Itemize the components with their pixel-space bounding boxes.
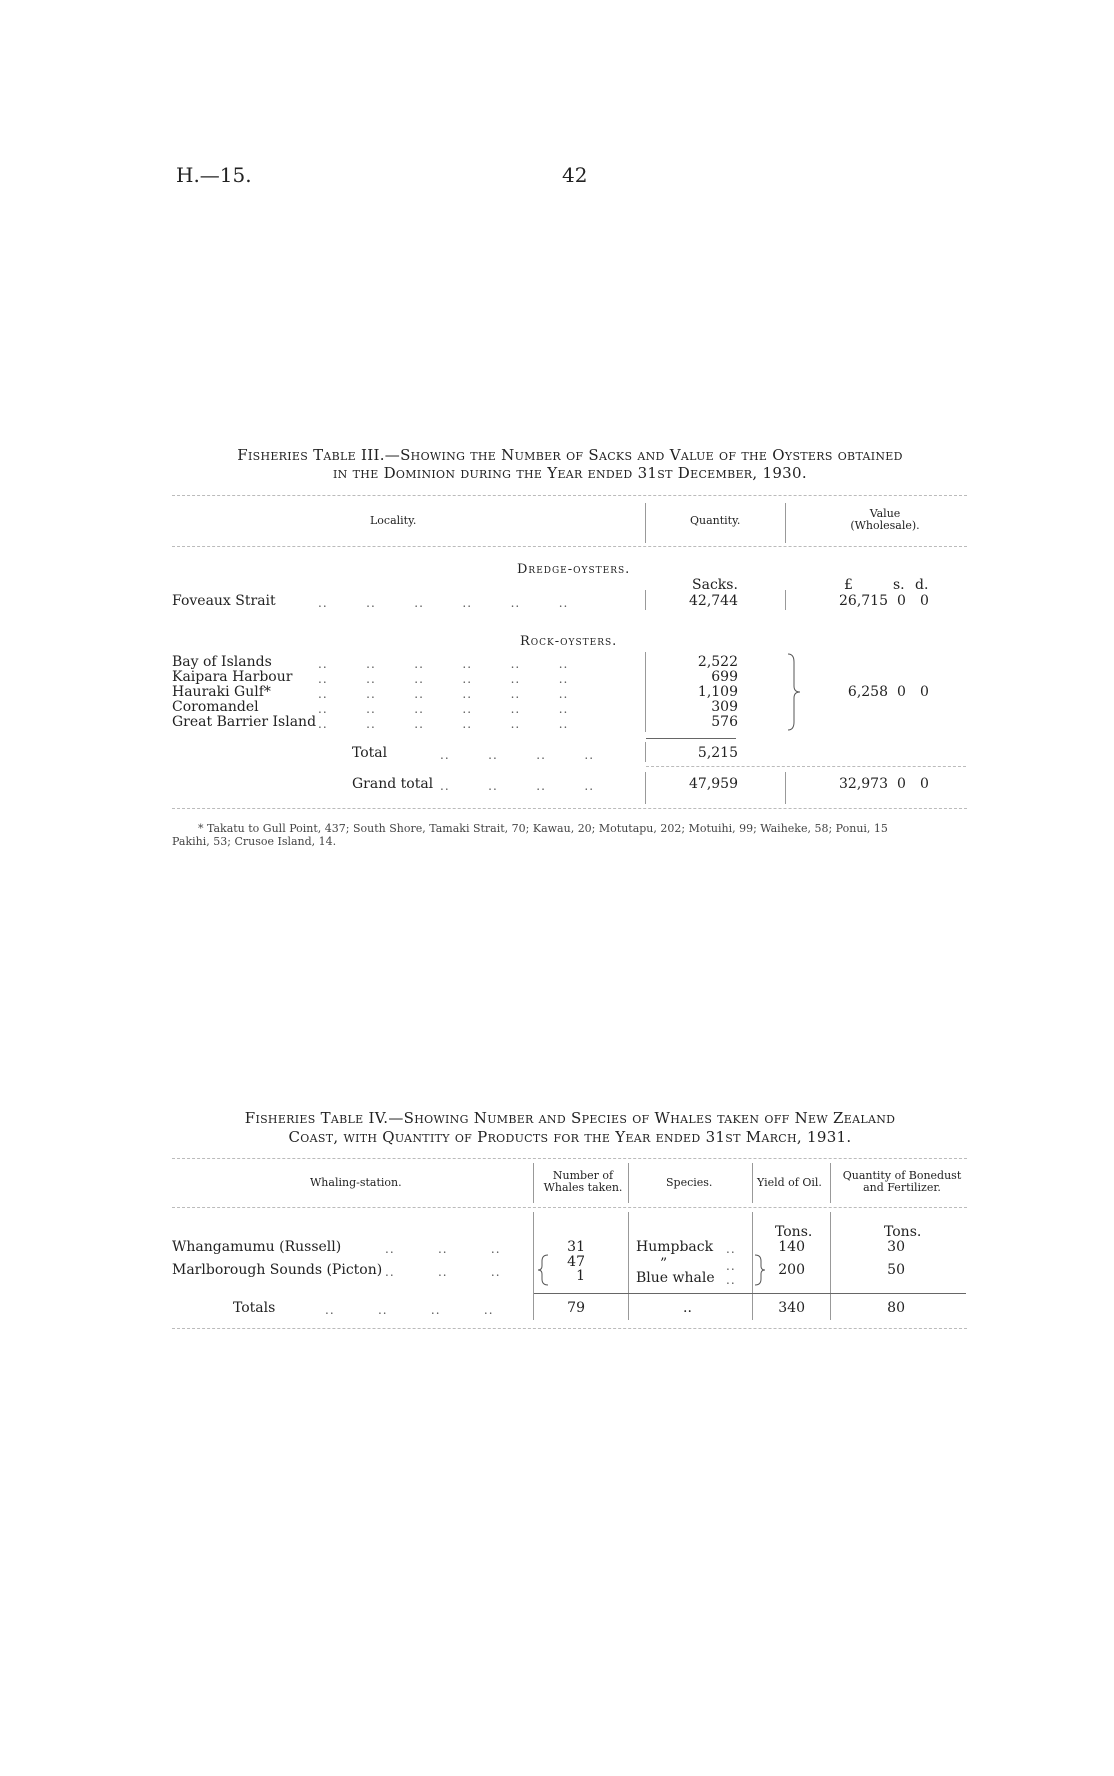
- table-3-header-divider-2: [785, 503, 786, 543]
- section-rock-oysters: Rock-oysters.: [520, 634, 618, 649]
- quantity-cell: 42,744: [689, 593, 738, 609]
- table-4-col-number-line-1: Number of: [552, 1169, 614, 1182]
- table-3-divider-grand-2: [785, 772, 786, 804]
- rock-value-shillings: 0: [897, 684, 906, 700]
- locality-cell: Coromandel: [172, 699, 259, 715]
- table-3-col-value-line-2: (Wholesale).: [850, 519, 920, 532]
- leader-dots: .. .. .. .. .. ..: [318, 687, 569, 701]
- bonedust-cell: 30: [887, 1239, 905, 1255]
- leader-dots: ..: [726, 1259, 736, 1273]
- table-3-footnote-line-2: Pakihi, 53; Crusoe Island, 14.: [172, 835, 337, 848]
- table-4-body-divider-4: [830, 1212, 831, 1298]
- document-reference: H.—15.: [176, 163, 252, 187]
- table-4-col-bonedust-line-2: and Fertilizer.: [863, 1181, 941, 1194]
- table-3-divider-dredge-1: [645, 590, 646, 610]
- totals-label: Totals: [233, 1300, 276, 1316]
- oil-yield-cell: 200: [778, 1262, 805, 1278]
- table-4-totals-divider-1: [533, 1296, 534, 1320]
- rock-value-pounds: 6,258: [847, 684, 888, 700]
- grand-total-quantity: 47,959: [689, 776, 738, 792]
- leader-dots: .. .. .. .. .. ..: [318, 717, 569, 731]
- grand-total-pence: 0: [920, 776, 929, 792]
- value-pounds-cell: 26,715: [839, 593, 888, 609]
- station-cell: Marlborough Sounds (Picton): [172, 1262, 383, 1278]
- table-4-col-species: Species.: [666, 1176, 713, 1189]
- grand-total-rule: [646, 766, 966, 767]
- table-4-totals-divider-2: [628, 1296, 629, 1320]
- totals-number: 79: [567, 1300, 585, 1316]
- locality-cell: Bay of Islands: [172, 654, 272, 670]
- table-4-header-divider-3: [752, 1163, 753, 1203]
- leader-dots: .. .. ..: [385, 1242, 501, 1256]
- table-3-header-rule: [172, 546, 967, 547]
- rock-value-pence: 0: [920, 684, 929, 700]
- unit-sacks: Sacks.: [692, 577, 738, 593]
- table-3-divider-total: [645, 742, 646, 762]
- section-dredge-oysters: Dredge-oysters.: [517, 562, 631, 577]
- grand-total-pounds: 32,973: [839, 776, 888, 792]
- quantity-cell: 576: [711, 714, 738, 730]
- table-4-header-divider-2: [628, 1163, 629, 1203]
- totals-species: ..: [683, 1300, 692, 1316]
- table-3-top-rule: [172, 495, 967, 496]
- unit-pence: d.: [915, 577, 929, 593]
- page-number: 42: [562, 163, 588, 187]
- leader-dots: .. .. .. .. .. ..: [318, 672, 569, 686]
- table-3-divider-grand-1: [645, 772, 646, 804]
- locality-cell: Great Barrier Island: [172, 714, 317, 730]
- table-4-header-divider-4: [830, 1163, 831, 1203]
- locality-cell: Kaipara Harbour: [172, 669, 293, 685]
- leader-dots: ..: [726, 1242, 736, 1256]
- leader-dots: .. .. .. .. .. ..: [318, 596, 569, 610]
- species-cell: Blue whale: [636, 1270, 715, 1286]
- leader-dots: .. .. .. ..: [325, 1303, 494, 1317]
- table-4-totals-divider-3: [752, 1296, 753, 1320]
- bonedust-cell: 50: [887, 1262, 905, 1278]
- table-3-caption-line-1: Fisheries Table III.—Showing the Number of Sacks and Value of the Oysters obtained: [237, 446, 903, 464]
- table-4-col-yield: Yield of Oil.: [757, 1176, 822, 1189]
- table-3-header-divider-1: [645, 503, 646, 543]
- locality-cell: Foveaux Strait: [172, 593, 276, 609]
- total-quantity: 5,215: [697, 745, 738, 761]
- table-3-col-locality: Locality.: [370, 514, 417, 527]
- oil-yield-cell: 140: [778, 1239, 805, 1255]
- total-rule: [646, 738, 736, 739]
- unit-tons-oil: Tons.: [775, 1224, 813, 1240]
- table-4-caption-line-2: Coast, with Quantity of Products for the Year ended 31st March, 1931.: [288, 1128, 852, 1146]
- leader-dots: .. .. .. ..: [440, 779, 595, 793]
- leader-dots: .. .. .. .. .. ..: [318, 657, 569, 671]
- table-4-caption-line-1: Fisheries Table IV.—Showing Number and Species of Whales taken off New Zealand: [244, 1109, 896, 1127]
- grand-total-label: Grand total: [352, 776, 434, 792]
- leader-dots: .. .. .. ..: [440, 748, 595, 762]
- table-3-bottom-rule: [172, 808, 967, 809]
- leader-dots: ..: [726, 1273, 736, 1287]
- table-3-divider-dredge-2: [785, 590, 786, 610]
- unit-pound: £: [844, 577, 853, 593]
- table-4-bottom-rule: [172, 1328, 967, 1329]
- total-label: Total: [352, 745, 388, 761]
- grand-total-shillings: 0: [897, 776, 906, 792]
- totals-rule: [534, 1293, 966, 1294]
- quantity-cell: 699: [711, 669, 738, 685]
- whales-number-cell: 1: [576, 1268, 585, 1284]
- table-4-header-divider-1: [533, 1163, 534, 1203]
- unit-tons-bonedust: Tons.: [884, 1224, 922, 1240]
- whales-number-cell: 47: [567, 1254, 585, 1270]
- totals-yield: 340: [778, 1300, 805, 1316]
- value-pence-cell: 0: [920, 593, 929, 609]
- table-3-divider-rock: [645, 652, 646, 732]
- table-3-footnote-line-1: * Takatu to Gull Point, 437; South Shore, Tamaki Strait, 70; Kawau, 20; Motutapu, 202; Motuihi, 99; Waiheke, 58; Ponui, 15: [198, 822, 888, 835]
- quantity-cell: 2,522: [697, 654, 738, 670]
- table-4-header-rule: [172, 1207, 967, 1208]
- table-4-col-station: Whaling-station.: [310, 1176, 402, 1189]
- leader-dots: .. .. ..: [385, 1265, 501, 1279]
- totals-bonedust: 80: [887, 1300, 905, 1316]
- quantity-cell: 1,109: [697, 684, 738, 700]
- species-cell: Humpback: [636, 1239, 714, 1255]
- locality-cell: Hauraki Gulf*: [172, 684, 271, 700]
- station-cell: Whangamumu (Russell): [172, 1239, 342, 1255]
- table-3-caption-line-2: in the Dominion during the Year ended 31st December, 1930.: [333, 464, 807, 482]
- table-3-col-value-line-1: Value: [869, 507, 901, 520]
- table-4-body-divider-1: [533, 1212, 534, 1298]
- species-ditto-cell: ”: [660, 1256, 668, 1272]
- table-4-col-number-line-2: Whales taken.: [543, 1181, 623, 1194]
- table-4-body-divider-2: [628, 1212, 629, 1298]
- leader-dots: .. .. .. .. .. ..: [318, 702, 569, 716]
- unit-shillings: s.: [893, 577, 905, 593]
- table-4-totals-divider-4: [830, 1296, 831, 1320]
- table-4-col-bonedust-line-1: Quantity of Bonedust: [842, 1169, 962, 1182]
- whales-number-cell: 31: [567, 1239, 585, 1255]
- table-4-top-rule: [172, 1158, 967, 1159]
- table-3-col-quantity: Quantity.: [690, 514, 741, 527]
- value-shillings-cell: 0: [897, 593, 906, 609]
- quantity-cell: 309: [711, 699, 738, 715]
